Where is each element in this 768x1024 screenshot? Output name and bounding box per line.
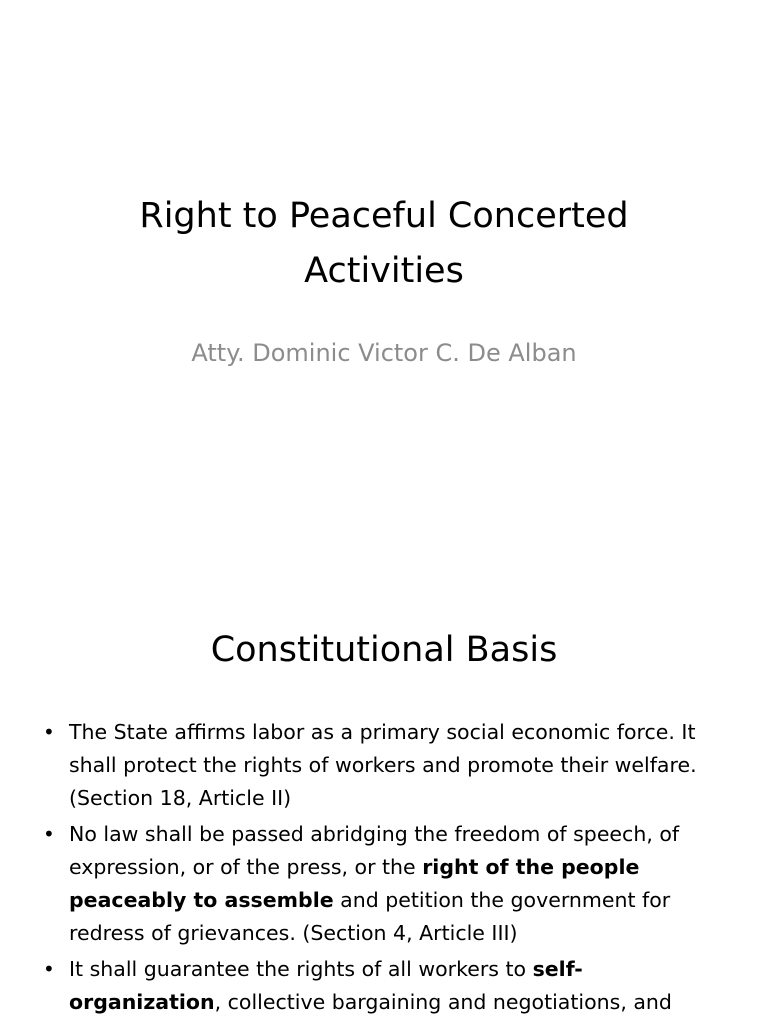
content-slide xyxy=(0,576,768,1024)
slide-title: Constitutional Basis xyxy=(210,630,558,670)
bullet-item xyxy=(40,818,730,950)
presentation-title xyxy=(40,189,728,299)
title-line-2: Activities xyxy=(304,251,464,291)
title-line-1: Right to Peaceful Concerted xyxy=(139,196,629,236)
bullet-text xyxy=(69,822,679,945)
bullet-emphasis: right of the people peaceably to assemble xyxy=(69,855,640,912)
bullet-dot-icon: • xyxy=(43,957,55,981)
bullet-text-part: It shall guarantee the rights of all workers to xyxy=(69,957,533,981)
bullet-item xyxy=(40,953,730,1019)
bullet-text-part: The State affirms labor as a primary social economic force. It shall protect the rights of workers and promote their welfare. (Section 18, Article II) xyxy=(69,720,697,810)
bullet-text xyxy=(69,720,697,810)
bullet-text-part: and petition the government for redress of grievances. (Section 4, Article III) xyxy=(69,888,671,945)
bullet-list xyxy=(40,716,730,1022)
bullet-dot-icon: • xyxy=(43,720,55,744)
bullet-emphasis: self-organization xyxy=(69,957,583,1014)
bullet-text xyxy=(69,957,672,1014)
bullet-item xyxy=(40,716,730,815)
presenter-name: Atty. Dominic Victor C. De Alban xyxy=(191,339,577,367)
bullet-text-part: No law shall be passed abridging the freedom of speech, of expression, or of the press, or the xyxy=(69,822,680,879)
bullet-dot-icon: • xyxy=(43,822,55,846)
bullet-text-part: , collective bargaining and negotiations, and xyxy=(214,990,672,1014)
